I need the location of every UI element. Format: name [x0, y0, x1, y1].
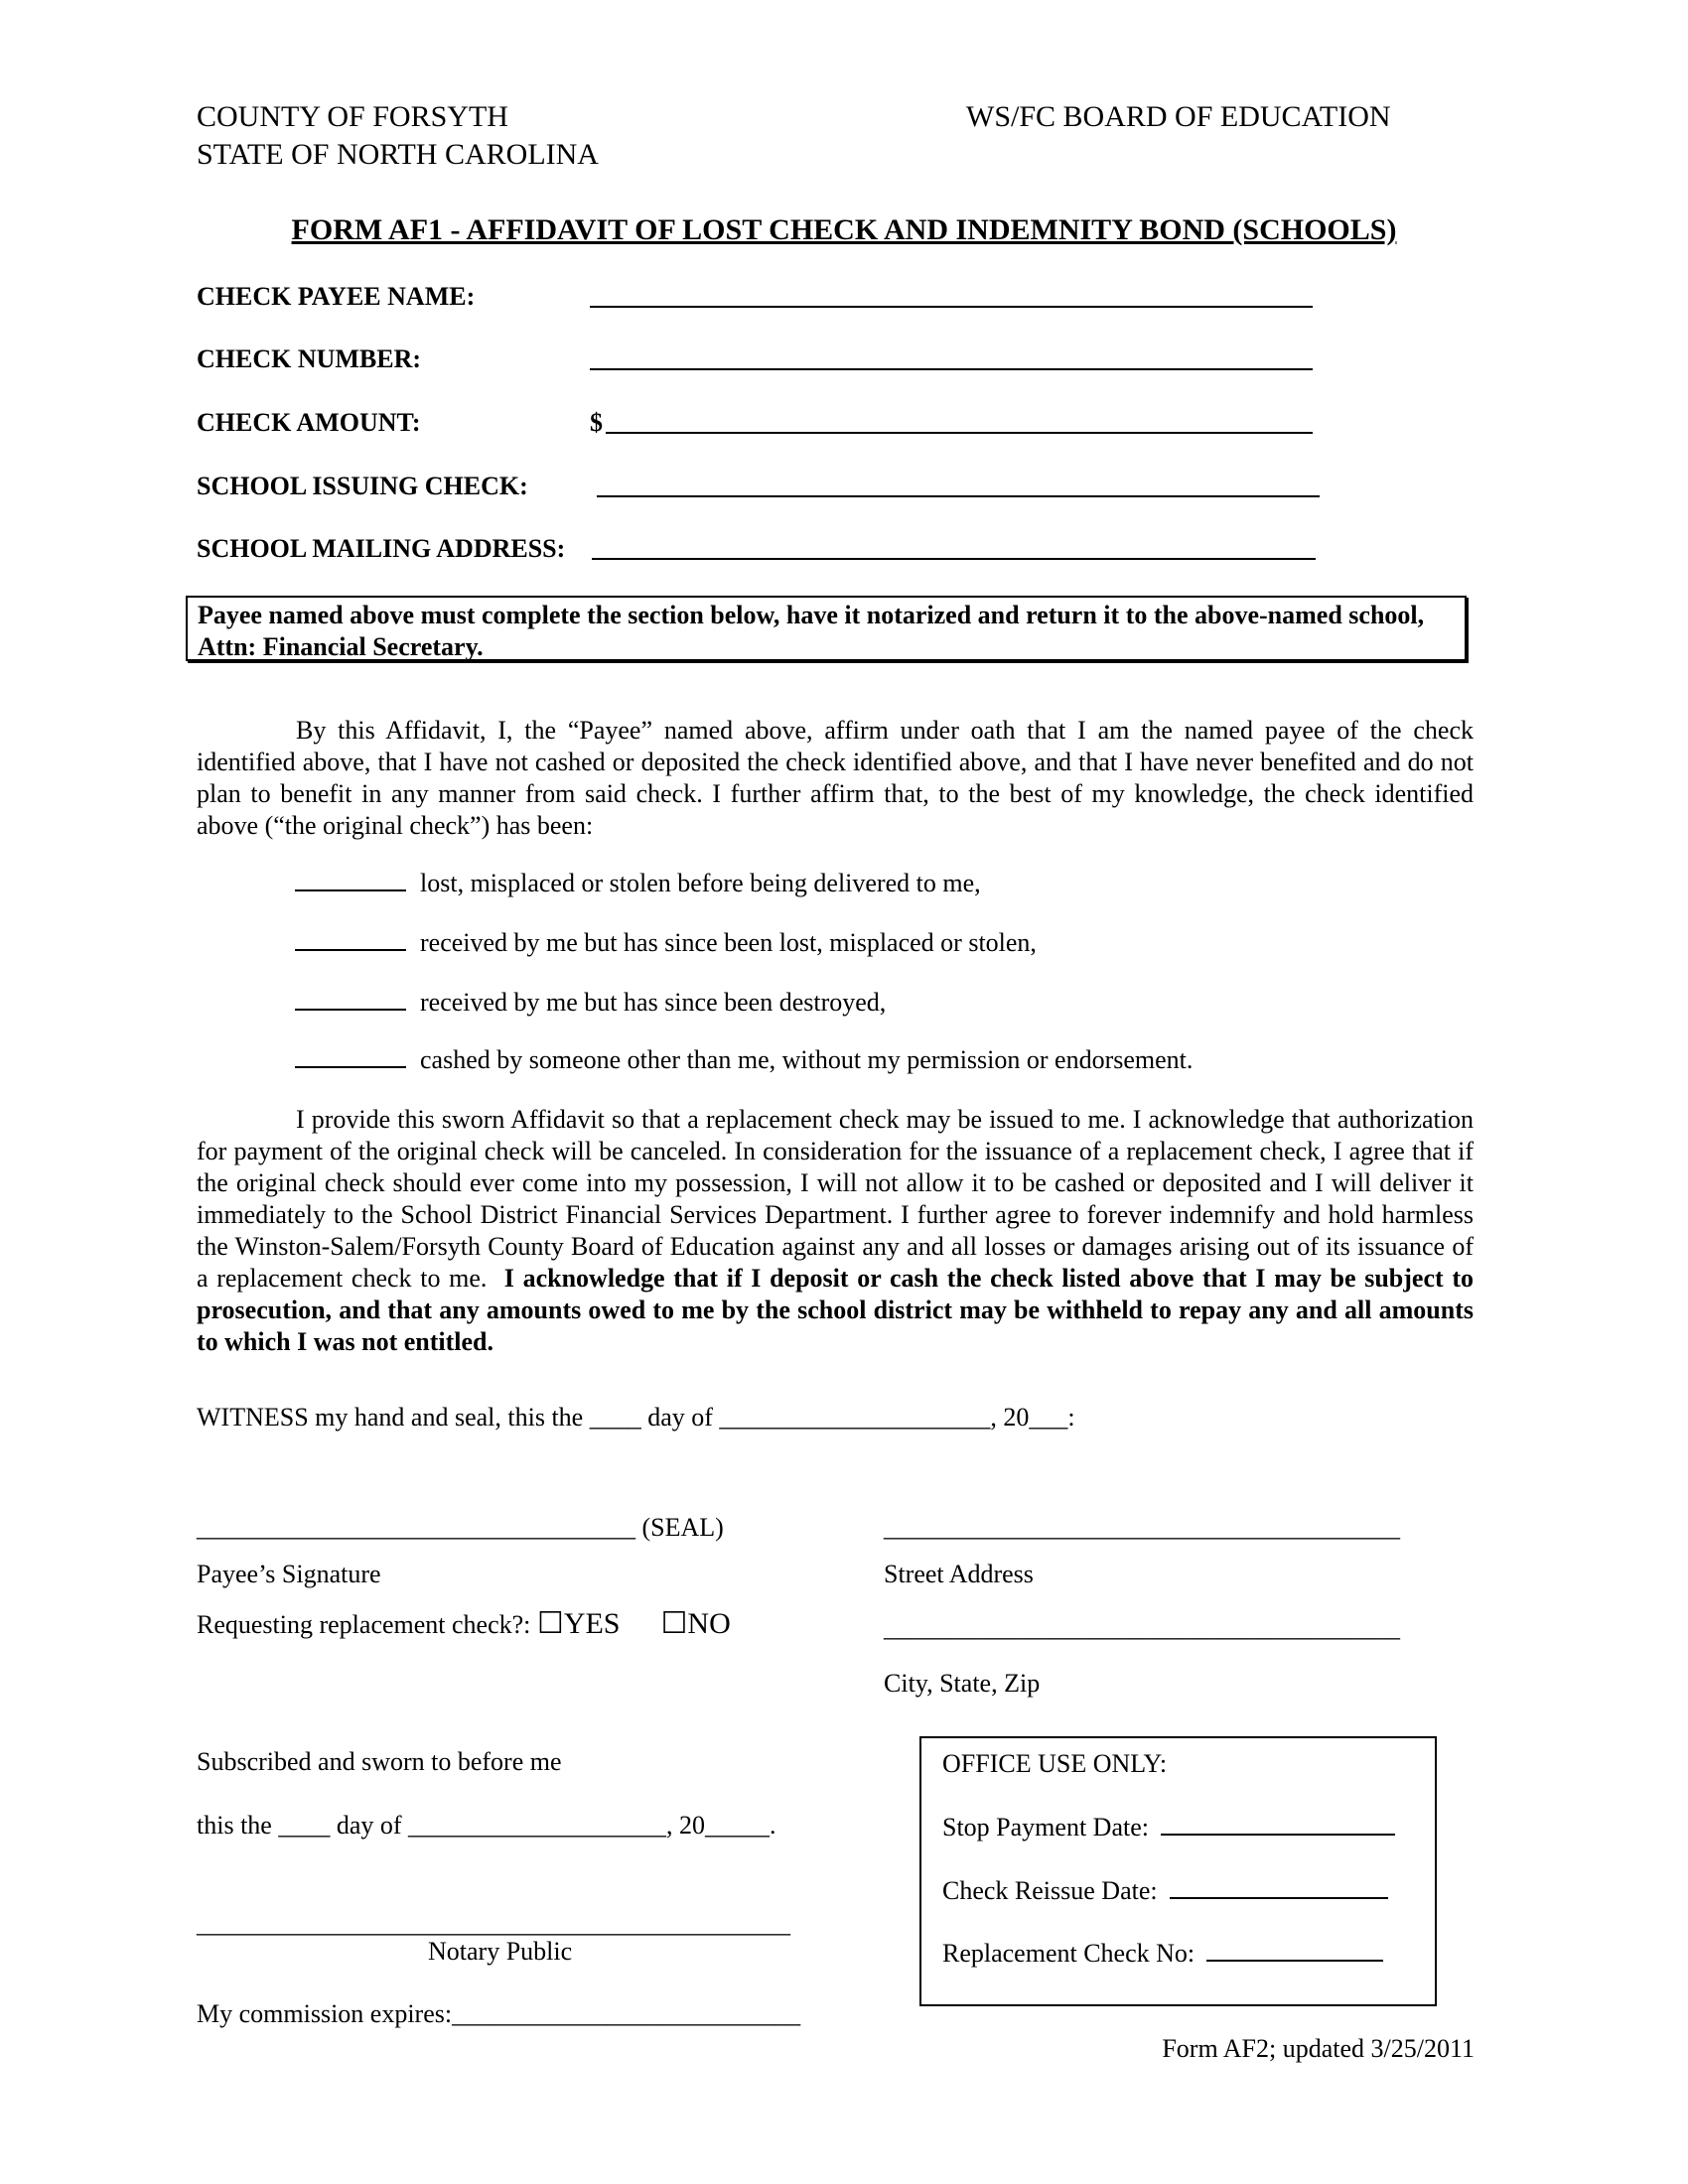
yes-label: YES — [563, 1607, 621, 1640]
county-heading: COUNTY OF FORSYTH — [197, 100, 508, 133]
street-address-field[interactable]: ________________________________________ — [884, 1513, 1400, 1542]
notary-date-line[interactable]: this the ____ day of ____________________, 20_____. — [197, 1811, 776, 1840]
notary-public-label: Notary Public — [428, 1937, 573, 1966]
check-number-label: CHECK NUMBER: — [197, 344, 422, 373]
school-issuing-label: SCHOOL ISSUING CHECK: — [197, 472, 528, 500]
no-checkbox[interactable]: ☐ — [660, 1606, 688, 1641]
option-label: lost, misplaced or stolen before being delivered to me, — [420, 869, 981, 897]
check-amount-field[interactable] — [606, 432, 1313, 434]
check-amount-label: CHECK AMOUNT: — [197, 408, 421, 437]
option-blank[interactable] — [295, 987, 406, 1011]
seal-label: (SEAL) — [641, 1513, 724, 1542]
office-use-box — [919, 1736, 1437, 2006]
notary-signature-line[interactable]: ______________________________________________ — [197, 1909, 790, 1938]
replacement-no-row — [942, 1938, 1383, 1970]
replacement-request — [197, 1608, 731, 1641]
stop-payment-label: Stop Payment Date: — [942, 1813, 1149, 1842]
reissue-label: Check Reissue Date: — [942, 1876, 1158, 1905]
option-lost-after-receipt[interactable] — [295, 927, 1037, 959]
replacement-no-label: Replacement Check No: — [942, 1939, 1196, 1968]
paragraph-2-text: I provide this sworn Affidavit so that a replacement check may be issued to me. I acknowledge that authorization for payment of the original check will be canceled. In consideration for the issuance of a replacement check, I agree that if the original check should ever come into my possession, I will not allow it to be cashed or deposited and I will deliver it immediately to the School District Financial Services Department. I further agree to forever indemnify and hold harmless the Winston-Salem/Forsyth County Board of Education against any and all losses or damages arising out of its issuance of a replacement check to me. — [197, 1105, 1474, 1293]
stop-payment-row — [942, 1812, 1395, 1843]
option-destroyed[interactable] — [295, 987, 886, 1019]
school-address-label: SCHOOL MAILING ADDRESS: — [197, 534, 566, 563]
stop-payment-field[interactable] — [1161, 1812, 1395, 1836]
city-state-zip-label: City, State, Zip — [884, 1669, 1041, 1698]
subscribed-text: Subscribed and sworn to before me — [197, 1747, 562, 1776]
city-state-zip-field[interactable]: ________________________________________ — [884, 1613, 1400, 1642]
board-heading: WS/FC BOARD OF EDUCATION — [966, 100, 1391, 133]
notice-box: Payee named above must complete the section below, have it notarized and return it to the above-named school, Attn: Financial Secretary. — [186, 596, 1467, 661]
payee-signature-field[interactable] — [197, 1512, 724, 1544]
no-label: NO — [687, 1607, 731, 1640]
reissue-row — [942, 1875, 1388, 1907]
requesting-label: Requesting replacement check?: — [197, 1610, 531, 1639]
street-address-label: Street Address — [884, 1560, 1034, 1588]
affidavit-paragraph-2 — [197, 1104, 1474, 1358]
option-lost-before-delivery[interactable] — [295, 868, 981, 899]
replacement-no-field[interactable] — [1206, 1938, 1383, 1962]
option-cashed-by-other[interactable] — [295, 1044, 1193, 1076]
option-blank[interactable] — [295, 1044, 406, 1068]
form-footer: Form AF2; updated 3/25/2011 — [1162, 2034, 1475, 2063]
payee-name-label: CHECK PAYEE NAME: — [197, 282, 476, 311]
payee-name-field[interactable] — [590, 306, 1313, 308]
yes-checkbox[interactable]: ☐ — [536, 1606, 564, 1641]
school-address-field[interactable] — [592, 558, 1316, 560]
office-use-title: OFFICE USE ONLY: — [942, 1749, 1168, 1778]
state-heading: STATE OF NORTH CAROLINA — [197, 138, 599, 171]
dollar-sign: $ — [590, 408, 603, 437]
school-issuing-field[interactable] — [597, 495, 1320, 497]
option-label: received by me but has since been lost, misplaced or stolen, — [420, 928, 1037, 957]
option-blank[interactable] — [295, 927, 406, 951]
form-title: FORM AF1 - AFFIDAVIT OF LOST CHECK AND INDEMNITY BOND (SCHOOLS) — [291, 213, 1397, 246]
option-blank[interactable] — [295, 868, 406, 891]
witness-line: WITNESS my hand and seal, this the ____ day of _____________________, 20___: — [197, 1403, 1075, 1432]
option-label: received by me but has since been destroyed, — [420, 988, 887, 1017]
check-number-field[interactable] — [590, 368, 1313, 370]
signature-line[interactable]: __________________________________ — [197, 1513, 635, 1542]
paragraph-2-bold-text: I acknowledge that if I deposit or cash the check listed above that I may be subject to prosecution, and that any amounts owed to me by the school district may be withheld to repay any and all amounts to which I was not entitled. — [197, 1264, 1474, 1356]
affidavit-paragraph-1: By this Affidavit, I, the “Payee” named above, affirm under oath that I am the named payee of the check identified above, that I have not cashed or deposited the check identified above, and that I have never benefited and do not plan to benefit in any manner from said check. I further affirm that, to the best of my knowledge, the check identified above (“the original check”) has been: — [197, 716, 1474, 840]
reissue-field[interactable] — [1170, 1875, 1388, 1899]
commission-expires[interactable]: My commission expires:___________________________ — [197, 1999, 801, 2028]
option-label: cashed by someone other than me, without my permission or endorsement. — [420, 1045, 1194, 1074]
payee-signature-label: Payee’s Signature — [197, 1560, 381, 1588]
